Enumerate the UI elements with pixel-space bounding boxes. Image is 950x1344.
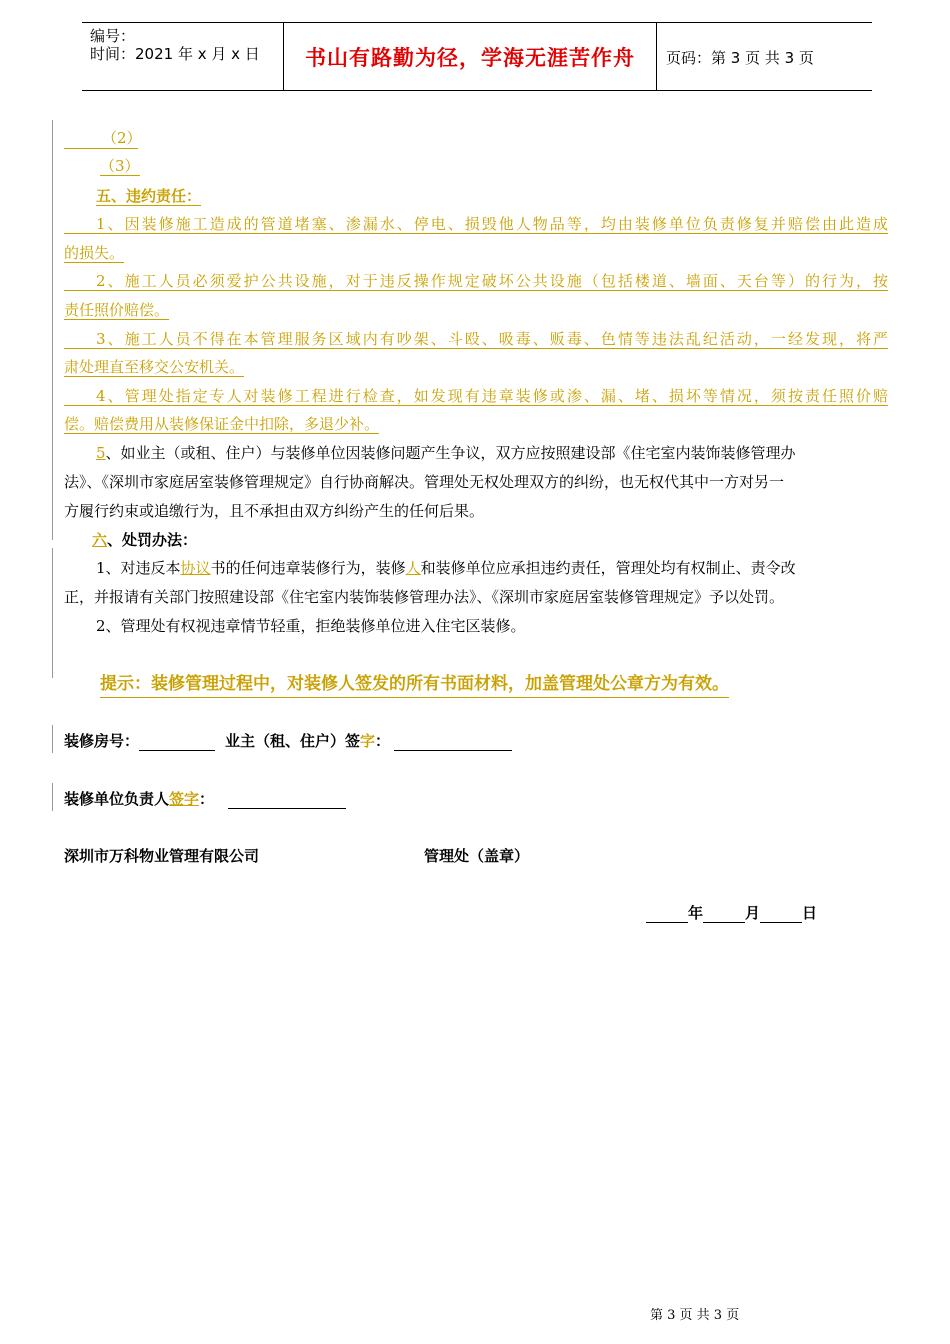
paragraph-line: 正，并报请有关部门按照建设部《住宅室内装饰装修管理办法》、《深圳市家庭居室装修管理规定》予以处罚。 <box>64 588 785 606</box>
list-item: （2） <box>64 128 888 149</box>
paragraph-line: 法》、《深圳市家庭居室装修管理规定》自行协商解决。管理处无权处理双方的纠纷，也无权代其中一方对另一 <box>64 473 785 491</box>
paragraph-line: 5、如业主（或租、住户）与装修单位因装修问题产生争议，双方应按照建设部《住宅室内装饰装修管理办 <box>96 444 796 462</box>
paragraph-line: 4、管理处指定专人对装修工程进行检查，如发现有违章装修或渗、漏、堵、损坏等情况，须按责任照价赔 <box>64 386 888 406</box>
header-page: 页码：第 3 页 共 3 页 <box>666 49 814 67</box>
header-top-rule <box>82 22 872 23</box>
header-time: 时间：2021 年 x 月 x 日 <box>90 45 260 63</box>
margin-bar <box>52 725 53 753</box>
section-title: 五、违约责任： <box>96 187 202 205</box>
paragraph-line: 肃处理直至移交公安机关。 <box>64 358 245 376</box>
section-title: 六、处罚办法： <box>92 531 198 549</box>
date-field: 年 月 日 <box>646 903 817 923</box>
paragraph-line: 1、对违反本协议书的任何违章装修行为，装修人和装修单位应承担违约责任，管理处均有权制止、责令改 <box>96 559 796 577</box>
header-bottom-rule <box>82 90 872 91</box>
page-footer: 第 3 页 共 3 页 <box>650 1308 740 1323</box>
paragraph-line: 的损失。 <box>64 244 125 262</box>
owner-blank <box>394 734 512 751</box>
paragraph-line: 2、施工人员必须爱护公共设施，对于违反操作规定破坏公共设施（包括楼道、墙面、天台等）的行为，按 <box>64 271 888 291</box>
company-name: 深圳市万科物业管理有限公司 <box>64 847 260 865</box>
paragraph-line: 3、施工人员不得在本管理服务区域内有吵架、斗殴、吸毒、贩毒、色情等违法乱纪活动，一经发现，将严 <box>64 329 888 349</box>
header-divider-2 <box>656 22 657 90</box>
paragraph-line: 2、管理处有权视违章情节轻重，拒绝装修单位进入住宅区装修。 <box>96 617 526 635</box>
header-motto: 书山有路勤为径，学海无涯苦作舟 <box>305 46 635 70</box>
paragraph-line: 方履行约束或追缴行为，且不承担由双方纠纷产生的任何后果。 <box>64 502 485 520</box>
unit-blank <box>228 792 346 809</box>
owner-label: 业主（租、住户）签 <box>225 732 361 750</box>
notice-tip: 提示：装修管理过程中，对装修人签发的所有书面材料，加盖管理处公章方为有效。 <box>100 672 729 698</box>
margin-bar <box>52 548 53 678</box>
paragraph-line: 责任照价赔偿。 <box>64 301 170 319</box>
room-number-field: 装修房号： 业主（租、住户）签字： <box>64 731 512 751</box>
margin-bar <box>52 783 53 811</box>
office-stamp: 管理处（盖章） <box>424 847 530 865</box>
paragraph-line: 偿。赔偿费用从装修保证金中扣除，多退少补。 <box>64 415 380 433</box>
unit-label: 装修单位负责人 <box>64 790 170 808</box>
room-blank <box>139 734 215 751</box>
list-item: （3） <box>100 157 140 175</box>
paragraph-line: 1、因装修施工造成的管道堵塞、渗漏水、停电、损毁他人物品等，均由装修单位负责修复并赔偿由此造成 <box>64 214 888 234</box>
margin-bar <box>52 120 53 540</box>
header-number: 编号： <box>90 27 136 45</box>
unit-signature-field: 装修单位负责人签字： <box>64 789 346 809</box>
room-label: 装修房号： <box>64 732 140 750</box>
